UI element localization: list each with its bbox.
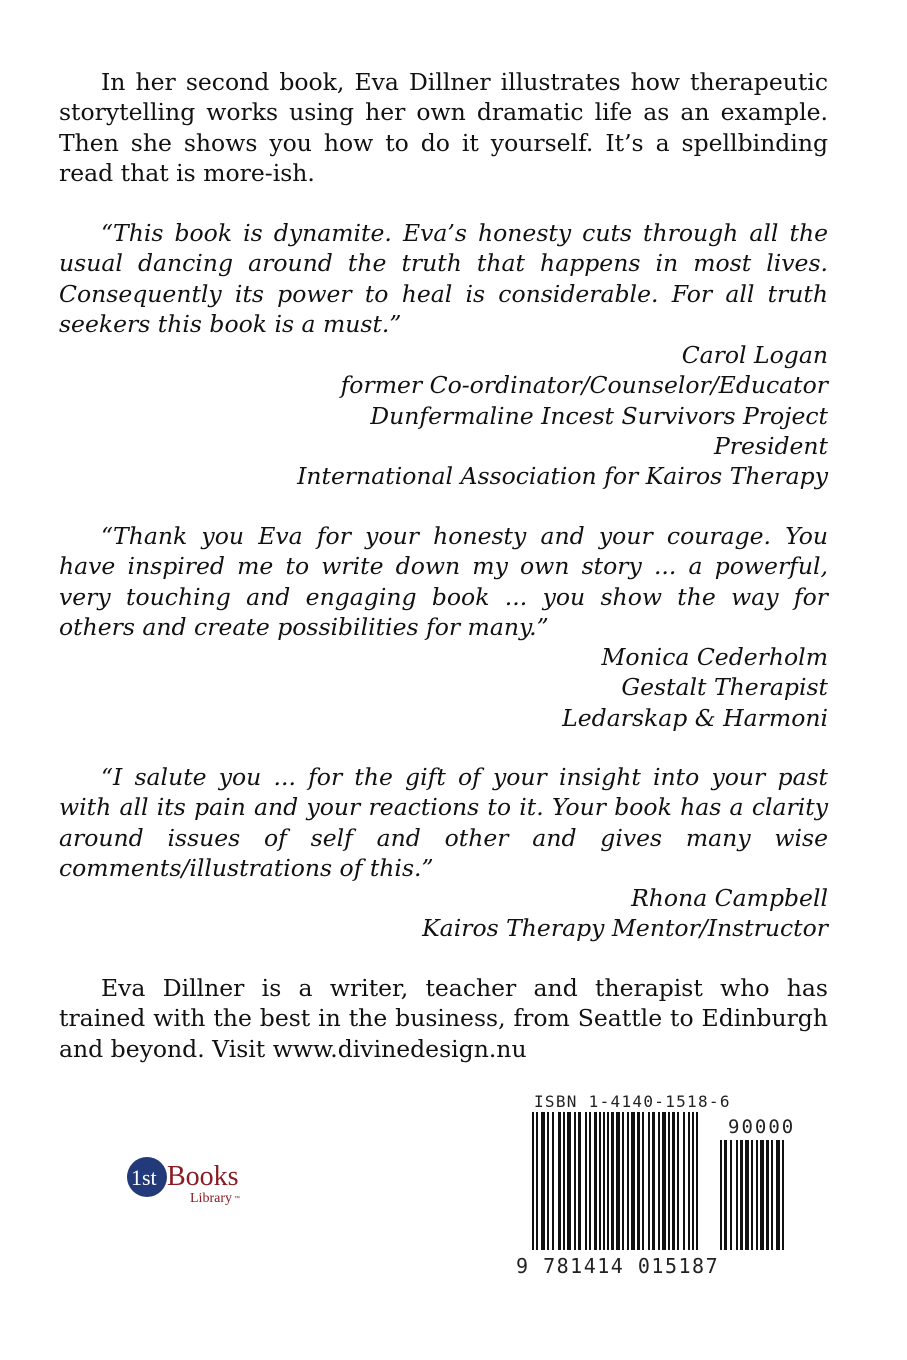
barcode-bar <box>631 1112 635 1250</box>
logo-text-1st: 1st <box>131 1165 157 1190</box>
barcode-bar <box>541 1112 545 1250</box>
barcode-bar <box>760 1140 764 1250</box>
barcode-bar <box>578 1112 581 1250</box>
barcode-bar <box>594 1112 597 1250</box>
barcode-bar <box>776 1140 780 1250</box>
barcode-bar <box>567 1112 571 1250</box>
attribution-line: Monica Cederholm <box>601 643 828 671</box>
intro-paragraph: In her second book, Eva Dillner illustrates how therapeutic storytelling works using her own dramatic life as an example. Then she shows you how to do it yourself. It’s a spellbinding read that is more-ish. <box>59 68 828 187</box>
barcode-bar <box>563 1112 565 1250</box>
attribution-line: International Association for Kairos Therapy <box>297 462 828 491</box>
barcode-bar <box>677 1112 679 1250</box>
quote-2-attribution <box>128 642 828 733</box>
barcode-bar <box>611 1112 614 1250</box>
attribution-line: President <box>713 431 828 460</box>
barcode-bar <box>585 1112 587 1250</box>
barcode-bar <box>536 1112 538 1250</box>
logo-text-books: Books <box>167 1161 239 1192</box>
barcode-bar <box>662 1112 666 1250</box>
barcode-bar <box>558 1112 561 1250</box>
ean-barcode-bars <box>532 1112 712 1250</box>
quote-3: “I salute you ... for the gift of your insight into your past with all its pain and your reactions to it. Your book has a clarity around issues of self and other and gives many wise comments/illustrations of this.” <box>59 763 828 882</box>
publisher-logo <box>126 1150 266 1210</box>
barcode-bar <box>688 1112 690 1250</box>
barcode-bar <box>627 1112 629 1250</box>
quote-1: “This book is dynamite. Eva’s honesty cuts through all the usual dancing around the truth that happens in most lives. Consequently its power to heal is considerable. For all truth seekers this book is a must.” <box>59 219 828 338</box>
attribution-line: former Co-ordinator/Counselor/Educator <box>340 371 828 400</box>
price-code-label: 90000 <box>728 1116 796 1138</box>
barcode-bar <box>696 1112 698 1250</box>
barcode-bar <box>648 1112 650 1250</box>
barcode-bar <box>622 1112 624 1250</box>
attribution-line: Kairos Therapy Mentor/Instructor <box>422 914 828 943</box>
barcode-bar <box>724 1140 727 1250</box>
quote-3-attribution <box>128 883 828 944</box>
barcode-bar <box>720 1140 722 1250</box>
barcode-bar <box>736 1140 738 1250</box>
quote-2: “Thank you Eva for your honesty and your courage. You have inspired me to write down my own story ... a powerful, very touching and engaging book ... you show the way for others and create possibilities for many.” <box>59 522 828 641</box>
ean-number: 9 781414 015187 <box>516 1254 720 1278</box>
barcode-bar <box>782 1140 784 1250</box>
attribution-line: Gestalt Therapist <box>621 673 828 702</box>
barcode-bar <box>607 1112 609 1250</box>
barcode-bar <box>771 1140 773 1250</box>
logo-text-library: Library <box>190 1191 232 1206</box>
attribution-line: Carol Logan <box>681 341 828 369</box>
attribution-line: Rhona Campbell <box>631 884 828 912</box>
attribution-line: Ledarskap & Harmoni <box>562 703 828 732</box>
barcode-bar <box>658 1112 660 1250</box>
barcode-bar <box>574 1112 576 1250</box>
barcode-bar <box>599 1112 601 1250</box>
barcode-bar <box>642 1112 644 1250</box>
barcode-bar <box>547 1112 549 1250</box>
barcode-bar <box>552 1112 554 1250</box>
barcode-bar <box>668 1112 670 1250</box>
barcode-bar <box>751 1140 753 1250</box>
logo-trademark: ™ <box>234 1196 240 1202</box>
quote-1-attribution <box>128 340 828 491</box>
attribution-line: Dunfermaline Incest Survivors Project <box>370 401 828 430</box>
barcode-bar <box>616 1112 620 1250</box>
barcode-bar <box>672 1112 675 1250</box>
barcode-bar <box>692 1112 694 1250</box>
addon-barcode-bars <box>718 1140 798 1250</box>
barcode-bar <box>532 1112 534 1250</box>
barcode-bar <box>740 1140 743 1250</box>
barcode-bar <box>589 1112 591 1250</box>
barcode-bar <box>766 1140 769 1250</box>
barcode-bar <box>637 1112 640 1250</box>
barcode-bar <box>756 1140 758 1250</box>
author-bio: Eva Dillner is a writer, teacher and therapist who has trained with the best in the business, from Seattle to Edinburgh and beyond. Visit www.divinedesign.nu <box>59 974 828 1063</box>
isbn-label: ISBN 1-4140-1518-6 <box>534 1092 731 1111</box>
isbn-barcode <box>510 1090 810 1280</box>
barcode-bar <box>730 1140 732 1250</box>
barcode-bar <box>683 1112 685 1250</box>
barcode-bar <box>745 1140 749 1250</box>
barcode-bar <box>652 1112 655 1250</box>
barcode-bar <box>603 1112 605 1250</box>
